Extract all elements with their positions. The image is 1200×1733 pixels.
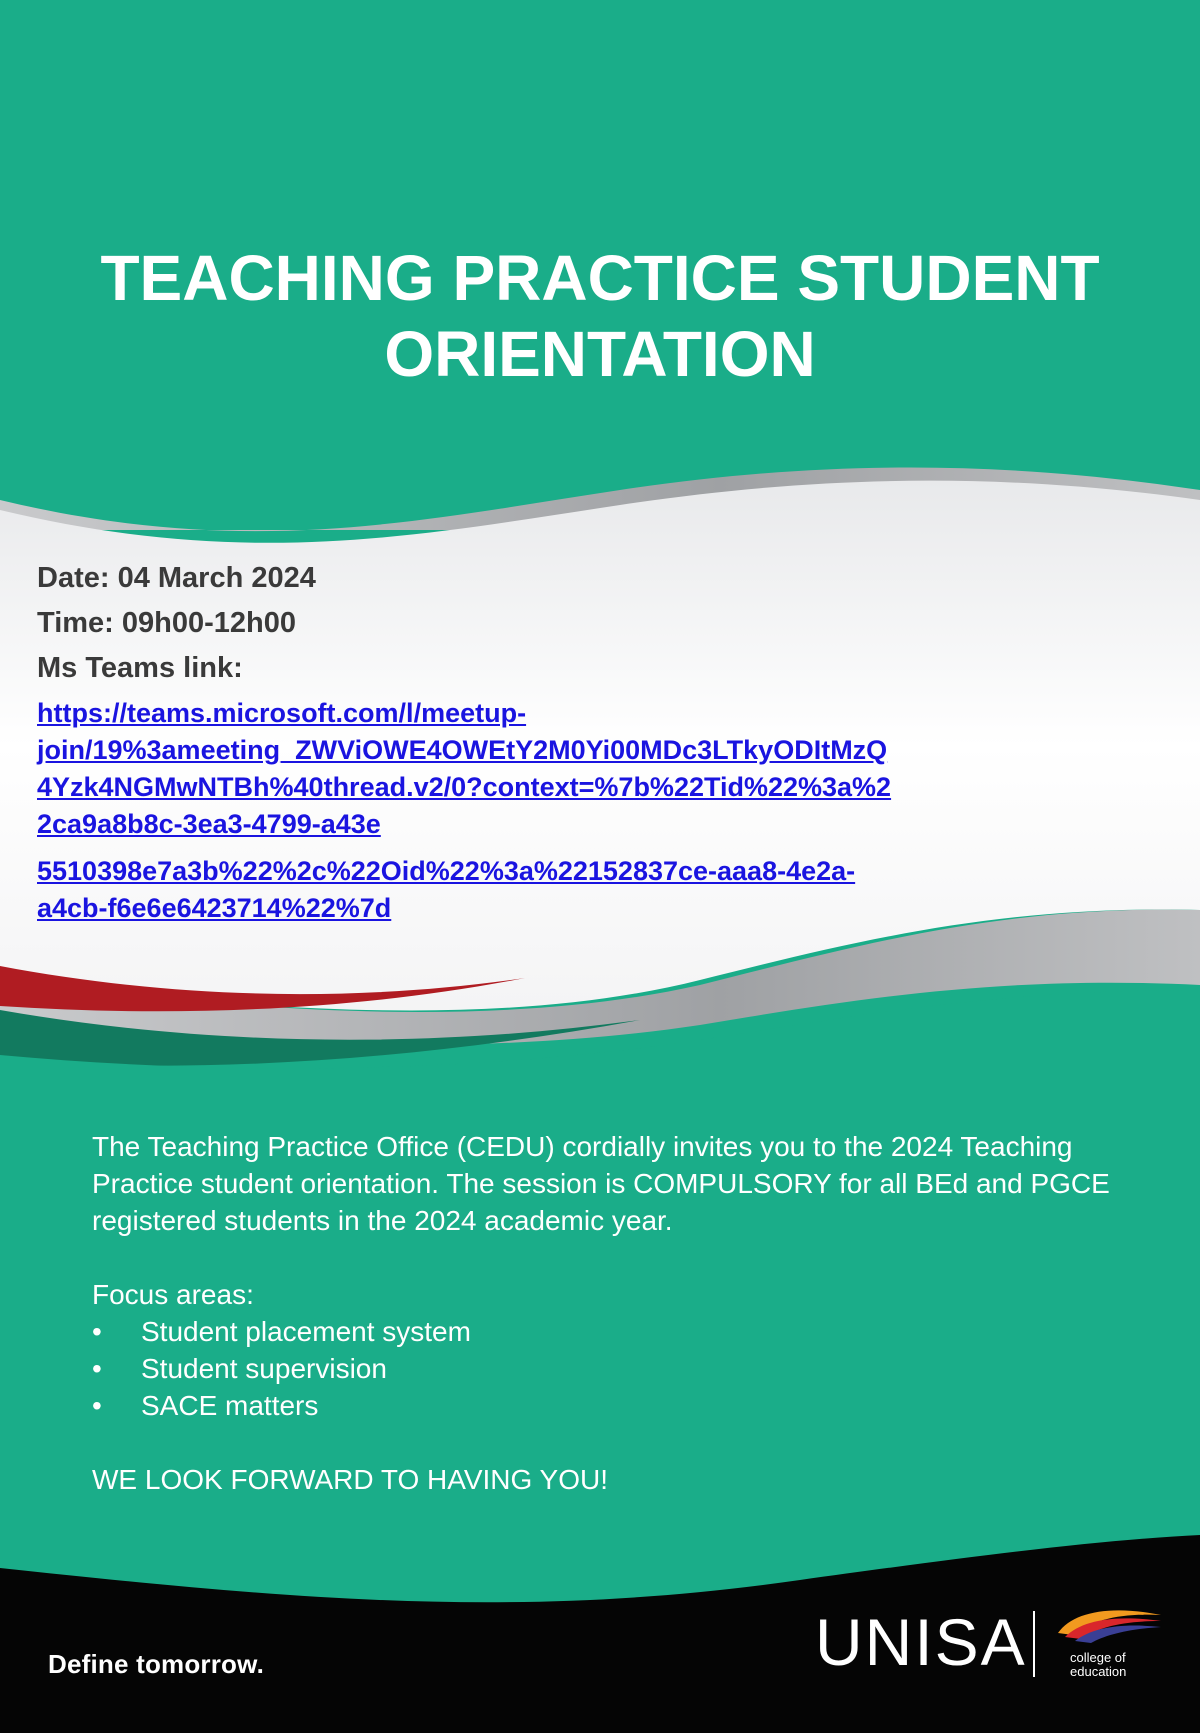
footer-tagline: Define tomorrow.	[48, 1649, 265, 1679]
invitation-text	[92, 1128, 1152, 1498]
unisa-logo	[815, 1605, 1170, 1685]
focus-item-label: Student supervision	[141, 1353, 387, 1384]
event-details	[37, 560, 1037, 927]
bullet-icon: •	[92, 1390, 102, 1421]
logo-subtitle	[1070, 1651, 1126, 1679]
teams-link-line-2: join/19%3ameeting_ZWViOWE4OWEtY2M0Yi00MDc3LTkyODItMzQ	[37, 735, 888, 765]
invitation-paragraph: The Teaching Practice Office (CEDU) cordially invites you to the 2024 Teaching Practice student orientation. The session is COMPULSORY for all BEd and PGCE registered students in the 2024 academic year.	[92, 1131, 1110, 1236]
bullet-icon: •	[92, 1316, 102, 1347]
bullet-icon: •	[92, 1353, 102, 1384]
teams-link-line-1: https://teams.microsoft.com/l/meetup-	[37, 698, 527, 728]
teams-link-line-3: 4Yzk4NGMwNTBh%40thread.v2/0?context=%7b%22Tid%22%3a%2	[37, 772, 892, 802]
logo-divider	[1033, 1611, 1035, 1677]
focus-item-label: Student placement system	[141, 1316, 471, 1347]
teams-link-label: Ms Teams link:	[37, 652, 243, 684]
logo-swoosh-icon	[1053, 1605, 1163, 1645]
logo-sub-line-1: college of	[1070, 1650, 1126, 1665]
teams-link-line-5: 5510398e7a3b%22%2c%22Oid%22%3a%22152837ce-aaa8-4e2a-	[37, 856, 856, 886]
teams-link-line-6: a4cb-f6e6e6423714%22%7d	[37, 893, 392, 923]
closing-message: WE LOOK FORWARD TO HAVING YOU!	[92, 1464, 609, 1495]
focus-areas-list	[92, 1313, 1152, 1424]
title-line-1: TEACHING PRACTICE STUDENT	[100, 242, 1100, 314]
logo-sub-line-2: education	[1070, 1664, 1127, 1679]
list-item	[92, 1350, 1152, 1387]
title-line-2: ORIENTATION	[384, 318, 816, 390]
event-date: Date: 04 March 2024	[37, 562, 316, 594]
teams-link-line-4: 2ca9a8b8c-3ea3-4799-a43e	[37, 809, 381, 839]
list-item	[92, 1313, 1152, 1350]
teams-meeting-link[interactable]	[37, 695, 1037, 927]
focus-item-label: SACE matters	[141, 1390, 319, 1421]
event-time: Time: 09h00-12h00	[37, 607, 296, 639]
focus-areas-heading: Focus areas:	[92, 1279, 254, 1310]
list-item	[92, 1387, 1152, 1424]
page-title	[0, 240, 1200, 392]
logo-wordmark: UNISA	[815, 1605, 1027, 1679]
